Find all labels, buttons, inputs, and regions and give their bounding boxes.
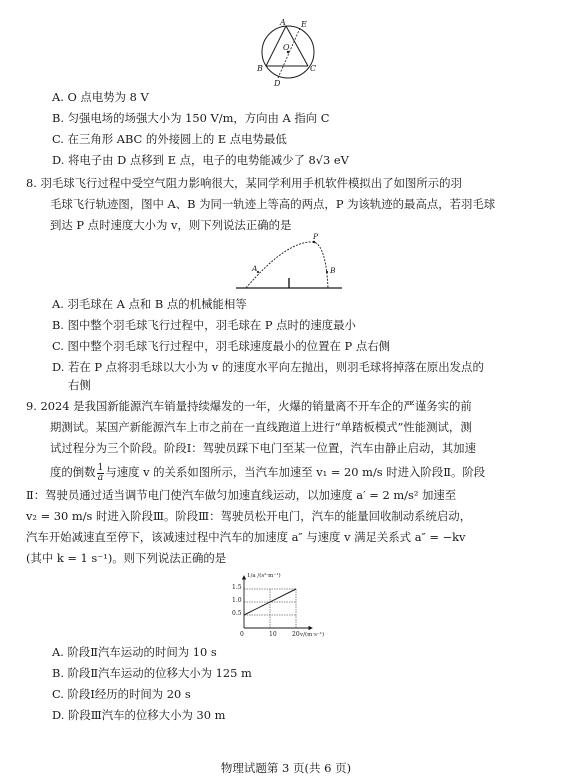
x-tick-label: 20 (292, 631, 300, 638)
q8-option-d: D. 若在 P 点将羽毛球以大小为 v 的速度水平向左抛出，则羽毛球将掉落在原出发点的 (52, 360, 484, 374)
x-axis-label: v/(m·s⁻¹) (300, 632, 325, 638)
label-o: O (283, 43, 290, 52)
q9-option-a: A. 阶段Ⅱ汽车运动的时间为 10 s (52, 645, 217, 659)
label-b: B (330, 266, 336, 275)
q8-stem-line-3: 到达 P 点时速度大小为 v，则下列说法正确的是 (50, 218, 292, 232)
q9-stem-line-1: 9. 2024 是我国新能源汽车销量持续爆发的一年，火爆的销量离不开车企的严谨务实的前 (26, 399, 472, 413)
q7-option-a: A. O 点电势为 8 V (52, 90, 149, 104)
q8-option-d-continuation: 右侧 (68, 378, 91, 392)
q8-option-b: B. 图中整个羽毛球飞行过程中，羽毛球在 P 点时的速度最小 (52, 318, 356, 332)
q8-stem-line-2: 毛球飞行轨迹图，图中 A、B 为同一轨迹上等高的两点，P 为该轨迹的最高点，若羽毛球 (50, 197, 496, 211)
reciprocal-acceleration-velocity-graph (230, 570, 350, 638)
q8-option-a: A. 羽毛球在 A 点和 B 点的机械能相等 (52, 297, 247, 311)
y-tick-label: 1.5 (232, 584, 242, 591)
q9-stem-line-4 (50, 462, 485, 483)
reciprocal-acceleration-fraction (97, 464, 105, 483)
q7-option-d: D. 将电子由 D 点移到 E 点，电子的电势能减少了 8√3 eV (52, 153, 349, 167)
trajectory-curve (246, 242, 328, 288)
y-tick-label: 0.5 (232, 610, 242, 617)
q8-option-c: C. 图中整个羽毛球飞行过程中，羽毛球速度最小的位置在 P 点右侧 (52, 339, 391, 353)
label-b: B (257, 64, 263, 73)
q9-stem-line-5: Ⅱ：驾驶员通过适当调节电门使汽车做匀加速直线运动，以加速度 a′ = 2 m/s² 加速至 (26, 488, 457, 502)
q9-stem-line-3: 试过程分为三个阶段。阶段Ⅰ：驾驶员踩下电门至某一位置，汽车由静止启动，其加速 (50, 441, 476, 455)
q9-stem-line-2: 期测试。某国产新能源汽车上市之前在一直线跑道上进行“单踏板模式”性能测试，测 (50, 420, 472, 434)
label-p: P (313, 232, 319, 241)
q9-option-b: B. 阶段Ⅱ汽车运动的位移大小为 125 m (52, 666, 252, 680)
label-a: A (252, 264, 258, 273)
q9-option-d: D. 阶段Ⅲ汽车的位移大小为 30 m (52, 708, 226, 722)
label-d: D (274, 79, 281, 88)
y-axis-label: 1/a /(s²·m⁻¹) (247, 573, 281, 579)
badminton-trajectory-figure (232, 232, 348, 294)
point-p (313, 241, 315, 243)
fraction-numerator: 1 (97, 462, 104, 473)
q7-option-b: B. 匀强电场的场强大小为 150 V/m，方向由 A 指向 C (52, 111, 330, 125)
q7-option-c: C. 在三角形 ABC 的外接圆上的 E 点电势最低 (52, 132, 287, 146)
q8-stem-line-1: 8. 羽毛球飞行过程中受空气阻力影响很大，某同学利用手机软件模拟出了如图所示的羽 (26, 176, 462, 190)
label-a: A (280, 18, 286, 27)
y-tick-label: 1.0 (232, 597, 242, 604)
q9-option-c: C. 阶段Ⅰ经历的时间为 20 s (52, 687, 191, 701)
x-tick-label: 0 (240, 631, 244, 638)
q9-stem-line-8: (其中 k = 1 s⁻¹)。则下列说法正确的是 (26, 551, 227, 565)
page-footer: 物理试题第 3 页(共 6 页) (220, 761, 352, 775)
q9-line-4-start: 度的倒数 (50, 465, 96, 479)
circle-figure (252, 14, 324, 88)
q9-line-4-end: 与速度 v 的关系如图所示，当汽车加速至 v₁ = 20 m/s 时进入阶段Ⅱ。阶段 (105, 465, 486, 479)
point-b (326, 271, 328, 273)
label-c: C (310, 64, 317, 73)
fraction-denominator: a (97, 472, 104, 483)
label-e: E (301, 20, 307, 29)
q9-stem-line-6: v₂ = 30 m/s 时进入阶段Ⅲ。阶段Ⅲ：驾驶员松开电门，汽车的能量回收制动系统启动， (26, 509, 472, 523)
x-tick-label: 10 (269, 631, 277, 638)
q9-stem-line-7: 汽车开始减速直至停下，该减速过程中汽车的加速度 a″ 与速度 v 满足关系式 a″ = −kv (26, 530, 466, 544)
